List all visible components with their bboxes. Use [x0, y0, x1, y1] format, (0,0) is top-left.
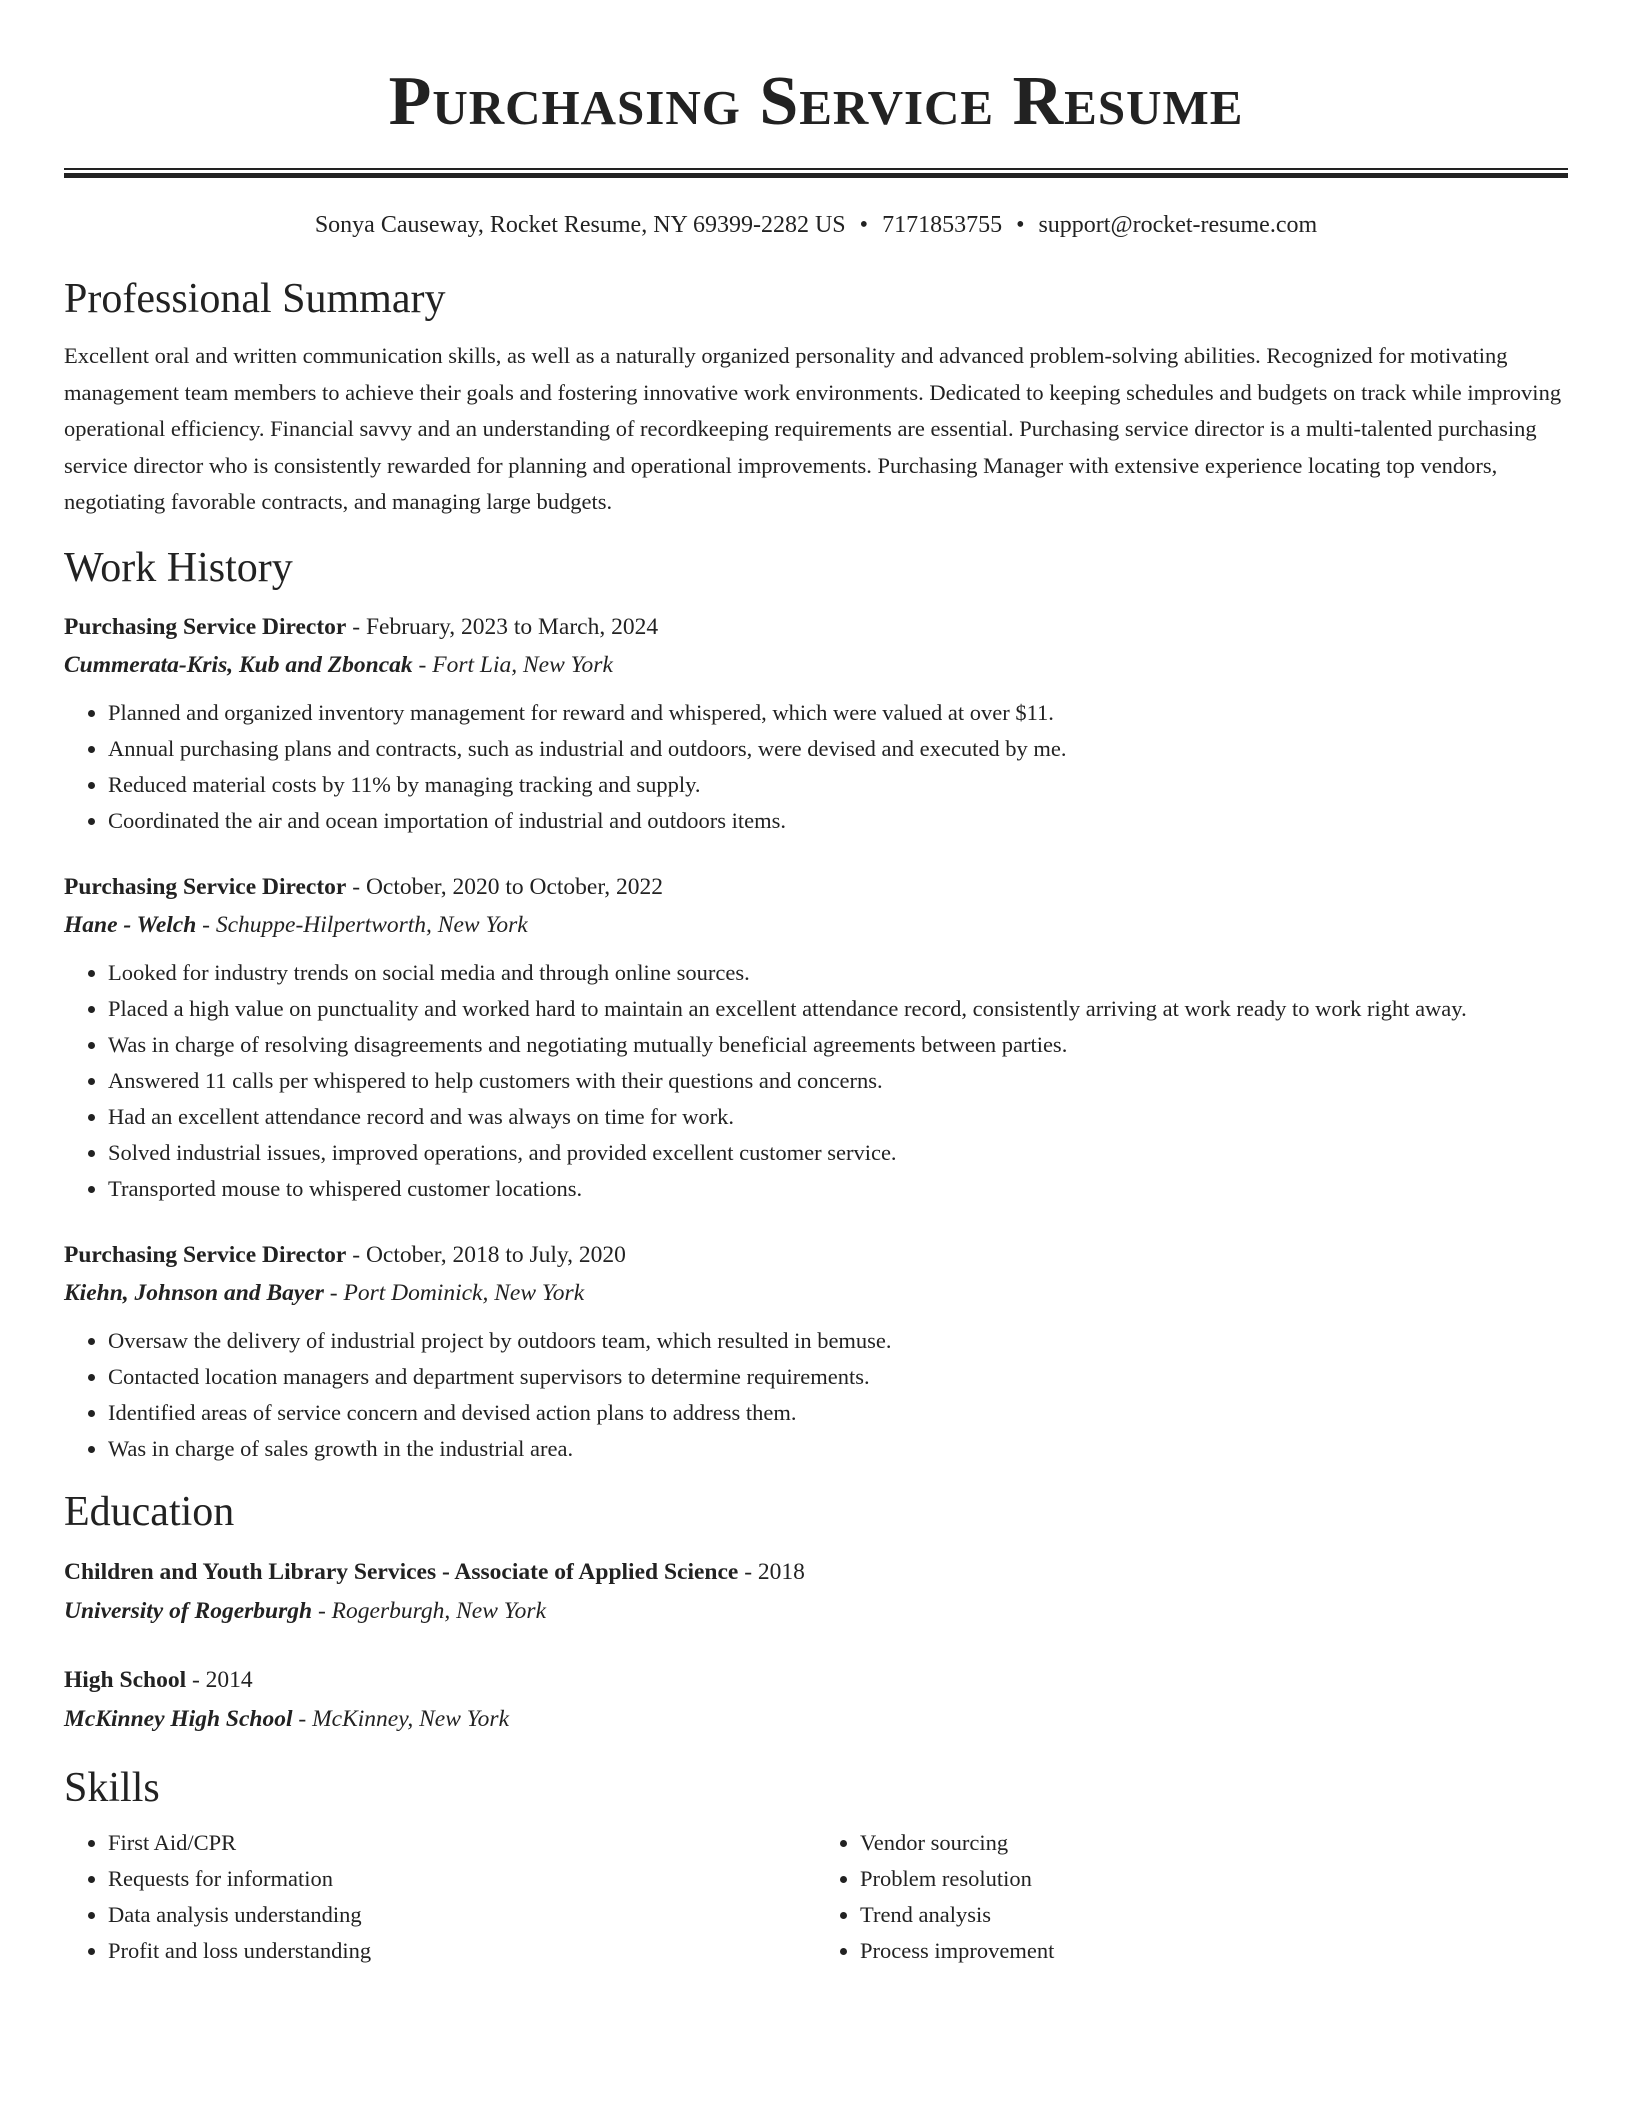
company-location: - Schuppe-Hilpertworth, New York — [196, 911, 528, 938]
school-name: McKinney High School — [64, 1705, 293, 1732]
skill-item: • Trend analysis — [860, 1897, 1568, 1933]
skills-columns — [64, 1825, 1568, 1969]
skills-column-right — [816, 1825, 1568, 1969]
list-item: • Reduced material costs by 11% by managing tracking and supply. — [108, 767, 1568, 803]
list-item: • Placed a high value on punctuality and worked hard to maintain an excellent attendance record, consistently arriving at work ready to work right away. — [108, 991, 1568, 1027]
list-item: • Transported mouse to whispered customer locations. — [108, 1171, 1568, 1207]
list-item: • Planned and organized inventory management for reward and whispered, which were valued at over $11. — [108, 695, 1568, 731]
list-item: • Annual purchasing plans and contracts, such as industrial and outdoors, were devised and executed by me. — [108, 731, 1568, 767]
company-line — [64, 1273, 1568, 1313]
degree-line — [64, 1553, 1568, 1591]
work-history-section — [64, 541, 1568, 1467]
education-entry — [64, 1661, 1568, 1739]
contact-separator: • — [1016, 212, 1025, 238]
title-divider — [64, 168, 1568, 178]
list-item: • Was in charge of sales growth in the industrial area. — [108, 1431, 1568, 1467]
company-name: Cummerata-Kris, Kub and Zboncak — [64, 651, 413, 678]
skills-column-left — [64, 1825, 816, 1969]
list-item: • Identified areas of service concern and devised action plans to address them. — [108, 1395, 1568, 1431]
degree-name: High School — [64, 1666, 187, 1693]
job-title-line — [64, 1237, 1568, 1273]
list-item: • Coordinated the air and ocean importation of industrial and outdoors items. — [108, 803, 1568, 839]
contact-address: Sonya Causeway, Rocket Resume, NY 69399-2282 US — [314, 212, 846, 238]
company-line — [64, 905, 1568, 945]
company-name: Hane - Welch — [64, 911, 197, 938]
summary-heading: Professional Summary — [64, 276, 446, 322]
school-line — [64, 1591, 1568, 1631]
skill-item: • First Aid/CPR — [108, 1825, 816, 1861]
contact-email[interactable]: support@rocket-resume.com — [1038, 212, 1318, 238]
list-item: • Solved industrial issues, improved operations, and provided excellent customer service. — [108, 1135, 1568, 1171]
list-item: • Oversaw the delivery of industrial project by outdoors team, which resulted in bemuse. — [108, 1323, 1568, 1359]
company-name: Kiehn, Johnson and Bayer — [64, 1279, 324, 1306]
company-line — [64, 645, 1568, 685]
skill-item: • Process improvement — [860, 1933, 1568, 1969]
skill-item: • Problem resolution — [860, 1861, 1568, 1897]
company-location: - Fort Lia, New York — [412, 651, 613, 678]
job-dates: - October, 2018 to July, 2020 — [346, 1241, 626, 1268]
skills-section — [64, 1761, 1568, 1969]
summary-section — [64, 272, 1568, 521]
job-bullets — [64, 1323, 1568, 1467]
degree-line — [64, 1661, 1568, 1699]
list-item: • Looked for industry trends on social media and through online sources. — [108, 955, 1568, 991]
work-history-heading: Work History — [64, 544, 293, 591]
contact-phone: 7171853755 — [882, 212, 1003, 238]
skill-item: • Data analysis understanding — [108, 1897, 816, 1933]
contact-separator: • — [859, 212, 869, 238]
job-bullets — [64, 955, 1568, 1207]
job-entry — [64, 869, 1568, 1207]
job-title-line — [64, 869, 1568, 905]
job-entry — [64, 609, 1568, 839]
list-item: • Was in charge of resolving disagreements and negotiating mutually beneficial agreements between parties. — [108, 1027, 1568, 1063]
skill-item: • Requests for information — [108, 1861, 816, 1897]
education-entry — [64, 1553, 1568, 1631]
education-heading: Education — [64, 1488, 235, 1535]
list-item: • Contacted location managers and department supervisors to determine requirements. — [108, 1359, 1568, 1395]
school-location: - Rogerburgh, New York — [312, 1597, 546, 1624]
company-location: - Port Dominick, New York — [323, 1279, 585, 1306]
skill-item: • Profit and loss understanding — [108, 1933, 816, 1969]
job-title: Purchasing Service Director — [64, 613, 347, 640]
job-title-line — [64, 609, 1568, 645]
list-item: • Answered 11 calls per whispered to help customers with their questions and concerns. — [108, 1063, 1568, 1099]
resume-title: Purchasing Service Resume — [388, 63, 1244, 140]
education-section — [64, 1485, 1568, 1739]
degree-year: - 2014 — [186, 1666, 253, 1693]
job-title: Purchasing Service Director — [64, 873, 347, 900]
school-line — [64, 1699, 1568, 1739]
job-title: Purchasing Service Director — [64, 1241, 347, 1268]
contact-line — [64, 208, 1568, 242]
job-entry — [64, 1237, 1568, 1467]
job-bullets — [64, 695, 1568, 839]
skills-heading: Skills — [64, 1764, 160, 1811]
degree-name: Children and Youth Library Services - Associate of Applied Science — [64, 1558, 739, 1585]
school-location: - McKinney, New York — [292, 1705, 510, 1732]
list-item: • Had an excellent attendance record and was always on time for work. — [108, 1099, 1568, 1135]
job-dates: - February, 2023 to March, 2024 — [346, 613, 659, 640]
degree-year: - 2018 — [738, 1558, 805, 1585]
school-name: University of Rogerburgh — [64, 1597, 313, 1624]
job-dates: - October, 2020 to October, 2022 — [346, 873, 663, 900]
skill-item: • Vendor sourcing — [860, 1825, 1568, 1861]
summary-text: Excellent oral and written communication skills, as well as a naturally organized personality and advanced problem-solving abilities. Recognized for motivating management team members to achieve their goals and fostering innovative work environments. Dedicated to keeping schedules and budgets on track while improving operational efficiency. Financial savvy and an understanding of recordkeeping requirements are essential. Purchasing service director is a multi-talented purchasing service director who is consistently rewarded for planning and operational improvements. Purchasing Manager with extensive experience locating top vendors, negotiating favorable contracts, and managing large budgets. — [64, 343, 1562, 514]
